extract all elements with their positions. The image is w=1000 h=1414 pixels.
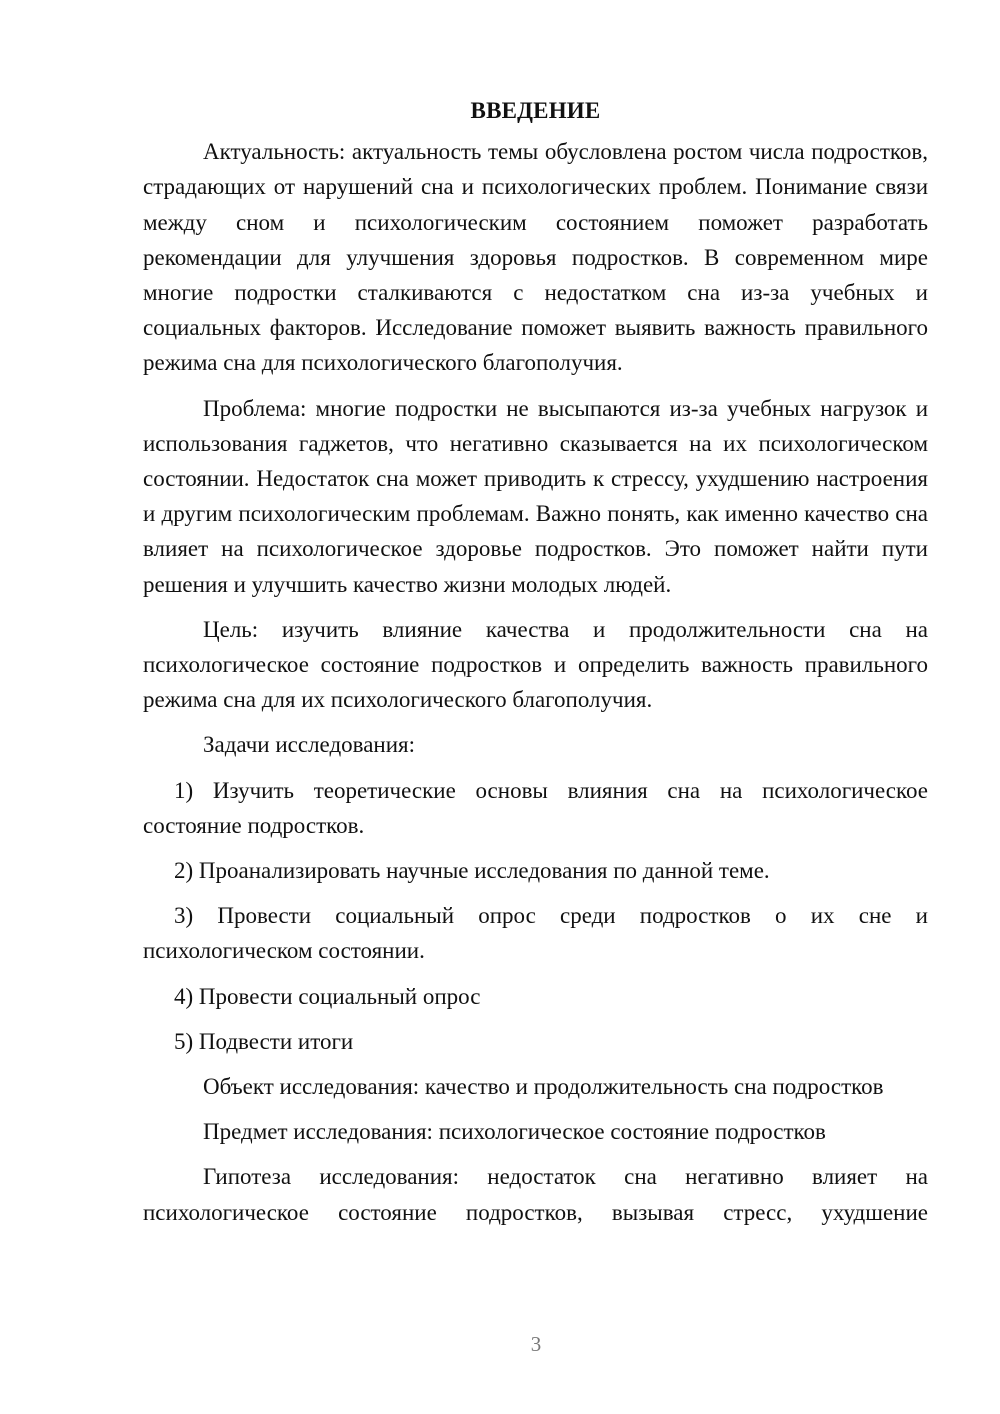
task-item-2: 2) Проанализировать научные исследования по данной теме. bbox=[174, 858, 770, 884]
page-number: 3 bbox=[530, 1332, 542, 1356]
subject-paragraph: Предмет исследования: психологическое состояние подростков bbox=[203, 1119, 826, 1145]
problem-paragraph: Проблема: многие подростки не высыпаются из-за учебных нагрузок и использования гаджетов, что негативно сказывается на их психологическом состоянии. Недостаток сна может приводить к стрессу, ухудшению настроения и другим психологическим проблемам. Важно понять, как именно качество сна влияет на психологическое здоровье подростков. Это поможет найти пути решения и улучшить качество жизни молодых людей. bbox=[143, 395, 928, 597]
relevance-paragraph: Актуальность: актуальность темы обусловлена ростом числа подростков, страдающих от нарушений сна и психологических проблем. Понимание связи между сном и психологическим состоянием поможет разработать рекомендации для улучшения здоровья подростков. В современном мире многие подростки сталкиваются с недостатком сна из-за учебных и социальных факторов. Исследование поможет выявить важность правильного режима сна для психологического благополучия. bbox=[143, 139, 928, 376]
hypothesis-paragraph: Гипотеза исследования: недостаток сна негативно влияет на психологическое состояние подростков, вызывая стресс, ухудшение bbox=[143, 1164, 928, 1225]
object-paragraph: Объект исследования: качество и продолжительность сна подростков bbox=[203, 1074, 884, 1100]
task-item-4: 4) Провести социальный опрос bbox=[174, 983, 481, 1009]
task-item-5: 5) Подвести итоги bbox=[174, 1028, 354, 1054]
section-title: ВВЕДЕНИЕ bbox=[470, 98, 601, 123]
task-item-1: 1) Изучить теоретические основы влияния сна на психологическое состояние подростков. bbox=[143, 777, 928, 838]
tasks-heading: Задачи исследования: bbox=[203, 732, 416, 758]
task-item-3: 3) Провести социальный опрос среди подростков о их сне и психологическом состоянии. bbox=[143, 903, 928, 964]
goal-paragraph: Цель: изучить влияние качества и продолжительности сна на психологическое состояние подростков и определить важность правильного режима сна для их психологического благополучия. bbox=[143, 616, 928, 713]
document-body bbox=[143, 93, 928, 1240]
